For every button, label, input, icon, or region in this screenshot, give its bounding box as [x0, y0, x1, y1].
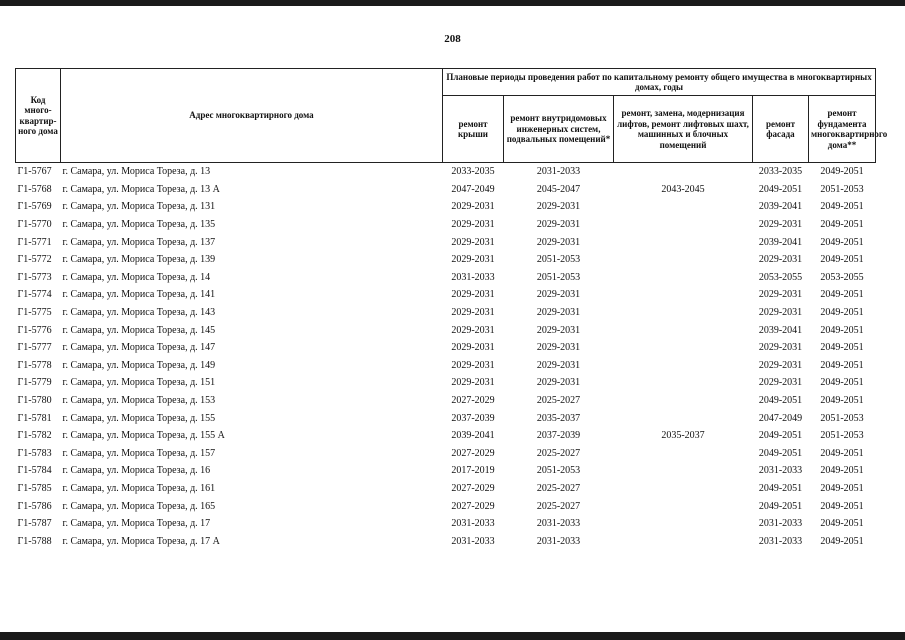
cell-address: г. Самара, ул. Мориса Тореза, д. 155 А [62, 430, 225, 442]
cell-foundation: 2049-2051 [820, 307, 864, 319]
table-row [16, 198, 876, 216]
cell-facade: 2031-2033 [758, 518, 803, 530]
cell-address: г. Самара, ул. Мориса Тореза, д. 137 [62, 236, 216, 248]
header-address: Адрес многоквартирного дома [61, 69, 443, 163]
cell-code: Г1-5774 [17, 289, 52, 301]
table-header [16, 69, 888, 163]
cell-roof: 2029-2031 [451, 342, 495, 354]
cell-address: г. Самара, ул. Мориса Тореза, д. 161 [62, 482, 216, 494]
cell-facade: 2029-2031 [758, 377, 803, 389]
cell-address: г. Самара, ул. Мориса Тореза, д. 17 А [62, 535, 220, 547]
cell-utilities: 2025-2027 [536, 500, 581, 512]
cell-utilities: 2051-2053 [536, 271, 581, 283]
cell-facade: 2029-2031 [758, 289, 803, 301]
cell-foundation: 2049-2051 [820, 254, 864, 266]
cell-address: г. Самара, ул. Мориса Тореза, д. 131 [62, 201, 216, 213]
cell-utilities: 2029-2031 [536, 324, 581, 336]
cell-utilities: 2029-2031 [536, 342, 581, 354]
cell-elevators [614, 233, 753, 251]
table-row [16, 321, 876, 339]
cell-code: Г1-5775 [17, 307, 52, 319]
cell-address: г. Самара, ул. Мориса Тореза, д. 143 [62, 307, 216, 319]
header-code: Код много-квартир-ного дома [16, 69, 61, 163]
cell-elevators [614, 445, 753, 463]
cell-facade: 2029-2031 [758, 254, 803, 266]
cell-facade: 2029-2031 [758, 219, 803, 231]
cell-foundation: 2049-2051 [820, 447, 864, 459]
cell-elevators [614, 339, 753, 357]
cell-foundation: 2049-2051 [820, 219, 864, 231]
header-utilities: ремонт внутридомовых инженерных систем, подвальных помещений* [504, 96, 614, 163]
cell-code: Г1-5787 [17, 518, 52, 530]
cell-foundation: 2051-2053 [820, 412, 864, 424]
cell-address: г. Самара, ул. Мориса Тореза, д. 13 [62, 166, 211, 178]
cell-utilities: 2035-2037 [536, 412, 581, 424]
cell-address: г. Самара, ул. Мориса Тореза, д. 145 [62, 324, 216, 336]
cell-utilities: 2025-2027 [536, 395, 581, 407]
cell-address: г. Самара, ул. Мориса Тореза, д. 157 [62, 447, 216, 459]
cell-roof: 2029-2031 [451, 201, 495, 213]
cell-utilities: 2031-2033 [536, 166, 581, 178]
cell-elevators [614, 515, 753, 533]
cell-roof: 2037-2039 [451, 412, 495, 424]
cell-roof: 2027-2029 [451, 500, 495, 512]
cell-foundation: 2049-2051 [820, 359, 864, 371]
table-row [16, 497, 876, 515]
cell-address: г. Самара, ул. Мориса Тореза, д. 165 [62, 500, 216, 512]
table-row [16, 233, 876, 251]
cell-roof: 2031-2033 [451, 535, 495, 547]
cell-roof: 2033-2035 [451, 166, 495, 178]
table-row [16, 532, 876, 550]
cell-roof: 2047-2049 [451, 183, 495, 195]
cell-facade: 2029-2031 [758, 307, 803, 319]
cell-roof: 2029-2031 [451, 377, 495, 389]
table-row [16, 427, 876, 445]
cell-address: г. Самара, ул. Мориса Тореза, д. 153 [62, 395, 216, 407]
table-body [16, 163, 876, 551]
cell-roof: 2017-2019 [451, 465, 495, 477]
cell-facade: 2029-2031 [758, 359, 803, 371]
cell-code: Г1-5788 [17, 535, 52, 547]
cell-elevators [614, 251, 753, 269]
cell-code: Г1-5780 [17, 395, 52, 407]
cell-code: Г1-5769 [17, 201, 52, 213]
cell-code: Г1-5776 [17, 324, 52, 336]
cell-utilities: 2031-2033 [536, 535, 581, 547]
cell-address: г. Самара, ул. Мориса Тореза, д. 17 [62, 518, 211, 530]
cell-utilities: 2025-2027 [536, 482, 581, 494]
cell-foundation: 2049-2051 [820, 342, 864, 354]
header-periods-group: Плановые периоды проведения работ по капитальному ремонту общего имущества в многоквартирных домах, годы [443, 69, 876, 96]
table-row [16, 409, 876, 427]
cell-roof: 2031-2033 [451, 518, 495, 530]
cell-utilities: 2051-2053 [536, 254, 581, 266]
cell-address: г. Самара, ул. Мориса Тореза, д. 139 [62, 254, 216, 266]
page-number: 208 [444, 33, 461, 45]
cell-roof: 2029-2031 [451, 219, 495, 231]
cell-elevators [614, 304, 753, 322]
table-row [16, 269, 876, 287]
cell-code: Г1-5771 [17, 236, 52, 248]
cell-elevators [614, 374, 753, 392]
cell-address: г. Самара, ул. Мориса Тореза, д. 14 [62, 271, 211, 283]
cell-elevators [614, 286, 753, 304]
cell-foundation: 2049-2051 [820, 324, 864, 336]
cell-roof: 2031-2033 [451, 271, 495, 283]
cell-facade: 2029-2031 [758, 342, 803, 354]
table-row [16, 374, 876, 392]
top-border [0, 0, 905, 6]
table-row [16, 515, 876, 533]
cell-elevators: 2043-2045 [661, 183, 705, 195]
table-row [16, 251, 876, 269]
cell-utilities: 2029-2031 [536, 289, 581, 301]
cell-elevators: 2035-2037 [661, 430, 705, 442]
cell-facade: 2047-2049 [758, 412, 803, 424]
cell-code: Г1-5778 [17, 359, 52, 371]
cell-elevators [614, 163, 753, 181]
cell-roof: 2039-2041 [451, 430, 495, 442]
cell-elevators [614, 392, 753, 410]
cell-utilities: 2029-2031 [536, 359, 581, 371]
cell-foundation: 2049-2051 [820, 166, 864, 178]
cell-facade: 2049-2051 [758, 430, 803, 442]
cell-foundation: 2053-2055 [820, 271, 864, 283]
cell-elevators [614, 409, 753, 427]
table-row [16, 480, 876, 498]
cell-elevators [614, 480, 753, 498]
cell-address: г. Самара, ул. Мориса Тореза, д. 13 А [62, 183, 220, 195]
cell-foundation: 2049-2051 [820, 465, 864, 477]
cell-address: г. Самара, ул. Мориса Тореза, д. 16 [62, 465, 211, 477]
cell-utilities: 2029-2031 [536, 219, 581, 231]
cell-roof: 2029-2031 [451, 307, 495, 319]
cell-elevators [614, 462, 753, 480]
cell-code: Г1-5782 [17, 430, 52, 442]
cell-utilities: 2051-2053 [536, 465, 581, 477]
cell-utilities: 2031-2033 [536, 518, 581, 530]
table-row [16, 392, 876, 410]
cell-code: Г1-5772 [17, 254, 52, 266]
cell-facade: 2031-2033 [758, 465, 803, 477]
table-row [16, 304, 876, 322]
cell-facade: 2039-2041 [758, 236, 803, 248]
cell-roof: 2027-2029 [451, 482, 495, 494]
cell-elevators [614, 532, 753, 550]
cell-utilities: 2025-2027 [536, 447, 581, 459]
cell-foundation: 2049-2051 [820, 395, 864, 407]
cell-facade: 2033-2035 [758, 166, 803, 178]
cell-foundation: 2049-2051 [820, 201, 864, 213]
cell-utilities: 2029-2031 [536, 201, 581, 213]
cell-foundation: 2049-2051 [820, 482, 864, 494]
cell-facade: 2053-2055 [758, 271, 803, 283]
cell-address: г. Самара, ул. Мориса Тореза, д. 149 [62, 359, 216, 371]
cell-facade: 2039-2041 [758, 201, 803, 213]
cell-roof: 2027-2029 [451, 447, 495, 459]
cell-code: Г1-5781 [17, 412, 52, 424]
cell-code: Г1-5773 [17, 271, 52, 283]
cell-facade: 2039-2041 [758, 324, 803, 336]
cell-code: Г1-5767 [17, 166, 52, 178]
cell-utilities: 2045-2047 [536, 183, 581, 195]
table-row [16, 462, 876, 480]
header-foundation: ремонт фундамента многоквартирного дома** [809, 96, 876, 163]
cell-address: г. Самара, ул. Мориса Тореза, д. 135 [62, 219, 216, 231]
cell-facade: 2031-2033 [758, 535, 803, 547]
cell-code: Г1-5783 [17, 447, 52, 459]
table-row [16, 181, 876, 199]
cell-foundation: 2049-2051 [820, 377, 864, 389]
cell-roof: 2029-2031 [451, 289, 495, 301]
cell-elevators [614, 269, 753, 287]
cell-code: Г1-5768 [17, 183, 52, 195]
cell-foundation: 2049-2051 [820, 535, 864, 547]
cell-code: Г1-5784 [17, 465, 52, 477]
table-row [16, 163, 876, 181]
cell-foundation: 2049-2051 [820, 236, 864, 248]
cell-facade: 2049-2051 [758, 395, 803, 407]
table-row [16, 216, 876, 234]
cell-code: Г1-5786 [17, 500, 52, 512]
cell-code: Г1-5777 [17, 342, 52, 354]
cell-roof: 2029-2031 [451, 324, 495, 336]
repair-schedule-table [15, 68, 888, 550]
cell-code: Г1-5770 [17, 219, 52, 231]
cell-elevators [614, 198, 753, 216]
cell-roof: 2027-2029 [451, 395, 495, 407]
cell-utilities: 2037-2039 [536, 430, 581, 442]
cell-code: Г1-5785 [17, 482, 52, 494]
table-row [16, 339, 876, 357]
cell-facade: 2049-2051 [758, 500, 803, 512]
cell-foundation: 2049-2051 [820, 289, 864, 301]
cell-address: г. Самара, ул. Мориса Тореза, д. 141 [62, 289, 216, 301]
cell-code: Г1-5779 [17, 377, 52, 389]
cell-utilities: 2029-2031 [536, 236, 581, 248]
table-row [16, 357, 876, 375]
table-row [16, 286, 876, 304]
cell-elevators [614, 497, 753, 515]
cell-utilities: 2029-2031 [536, 377, 581, 389]
cell-foundation: 2049-2051 [820, 518, 864, 530]
cell-foundation: 2051-2053 [820, 430, 864, 442]
cell-roof: 2029-2031 [451, 236, 495, 248]
header-elevators: ремонт, замена, модернизация лифтов, ремонт лифтовых шахт, машинных и блочных помещений [614, 96, 753, 163]
cell-utilities: 2029-2031 [536, 307, 581, 319]
cell-roof: 2029-2031 [451, 254, 495, 266]
cell-foundation: 2051-2053 [820, 183, 864, 195]
cell-elevators [614, 216, 753, 234]
cell-elevators [614, 321, 753, 339]
cell-address: г. Самара, ул. Мориса Тореза, д. 147 [62, 342, 216, 354]
header-facade: ремонт фасада [753, 96, 809, 163]
cell-address: г. Самара, ул. Мориса Тореза, д. 151 [62, 377, 216, 389]
cell-foundation: 2049-2051 [820, 500, 864, 512]
cell-address: г. Самара, ул. Мориса Тореза, д. 155 [62, 412, 216, 424]
cell-facade: 2049-2051 [758, 447, 803, 459]
header-roof: ремонт крыши [443, 96, 504, 163]
cell-facade: 2049-2051 [758, 482, 803, 494]
bottom-border [0, 632, 905, 640]
table-row [16, 445, 876, 463]
cell-roof: 2029-2031 [451, 359, 495, 371]
cell-elevators [614, 357, 753, 375]
cell-facade: 2049-2051 [758, 183, 803, 195]
